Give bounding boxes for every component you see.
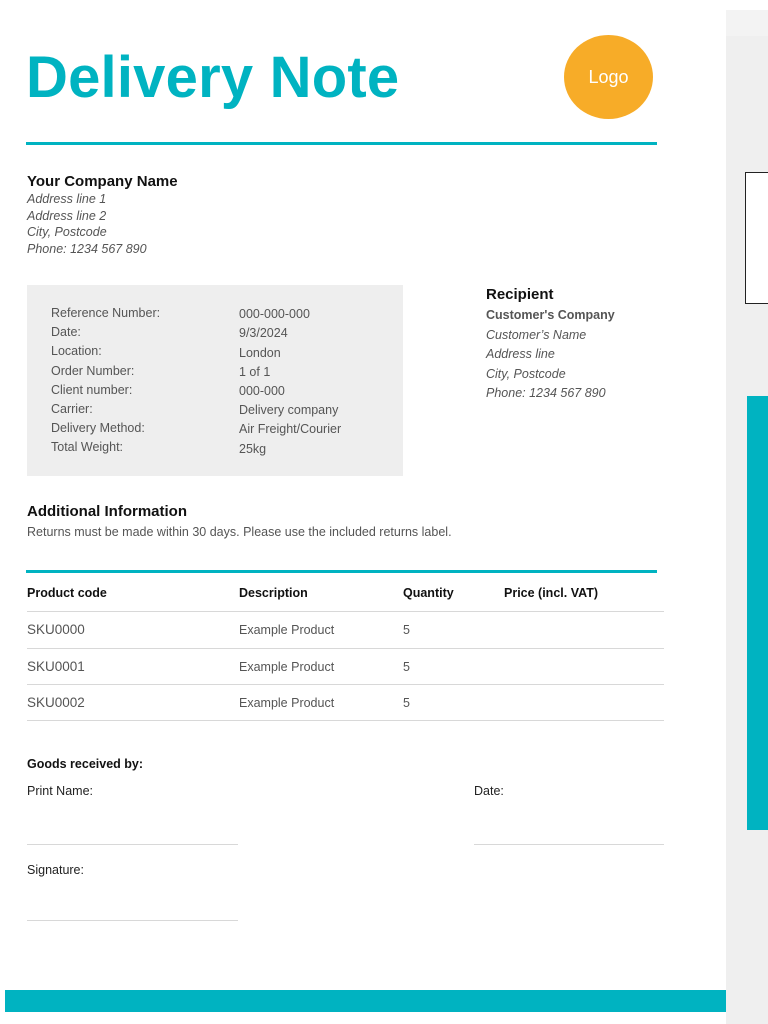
description-cell: Example Product <box>239 623 335 637</box>
product-code-cell: SKU0000 <box>27 622 85 637</box>
table-row <box>27 648 664 685</box>
sender-company-name: Your Company Name <box>27 173 178 190</box>
delivery-details-box <box>27 285 403 476</box>
recipient-block <box>486 286 615 404</box>
detail-label: Client number: <box>51 383 133 397</box>
sender-address-line-2: Address line 2 <box>27 208 107 223</box>
detail-value: London <box>239 346 281 360</box>
goods-received-heading: Goods received by: <box>27 757 144 771</box>
detail-value: 1 of 1 <box>239 365 271 379</box>
date-line[interactable] <box>474 844 664 845</box>
detail-label: Carrier: <box>51 402 93 416</box>
quantity-cell: 5 <box>403 660 410 674</box>
product-code-cell: SKU0002 <box>27 695 85 710</box>
date-label: Date: <box>474 784 504 798</box>
column-header-product-code: Product code <box>27 586 107 600</box>
detail-label: Delivery Method: <box>51 421 145 435</box>
header-divider <box>26 142 657 145</box>
detail-value: 9/3/2024 <box>239 326 288 340</box>
sender-phone: Phone: 1234 567 890 <box>27 242 147 257</box>
detail-value: 000-000-000 <box>239 307 310 321</box>
detail-label: Reference Number: <box>51 306 161 320</box>
additional-info-block <box>27 503 452 539</box>
description-cell: Example Product <box>239 696 335 710</box>
print-name-label: Print Name: <box>27 784 93 798</box>
detail-label: Date: <box>51 325 81 339</box>
recipient-name: Customer’s Name <box>486 327 587 342</box>
detail-label: Location: <box>51 344 102 358</box>
column-header-price: Price (incl. VAT) <box>504 586 599 600</box>
recipient-phone: Phone: 1234 567 890 <box>486 386 606 400</box>
additional-info-text: Returns must be made within 30 days. Please use the included returns label. <box>27 525 452 539</box>
additional-info-heading: Additional Information <box>27 503 187 520</box>
detail-value: 000-000 <box>239 384 285 398</box>
detail-label: Total Weight: <box>51 440 124 454</box>
side-panel-accent-bar <box>747 396 768 830</box>
table-row <box>27 611 664 648</box>
footer-accent-bar <box>5 990 726 1012</box>
side-panel-top <box>726 10 768 36</box>
sender-block <box>27 173 178 258</box>
quantity-cell: 5 <box>403 623 410 637</box>
detail-value: Delivery company <box>239 403 339 417</box>
signature-label: Signature: <box>27 863 84 877</box>
table-divider <box>26 570 657 573</box>
table-bottom-rule <box>27 720 664 721</box>
column-header-quantity: Quantity <box>403 586 454 600</box>
sender-city-postcode: City, Postcode <box>27 225 107 240</box>
document-title: Delivery Note <box>26 45 400 110</box>
detail-label: Order Number: <box>51 364 135 378</box>
signature-line[interactable] <box>27 920 238 921</box>
logo-text: Logo <box>588 66 629 87</box>
recipient-company: Customer's Company <box>486 308 615 322</box>
detail-value: Air Freight/Courier <box>239 422 342 436</box>
recipient-heading: Recipient <box>486 286 554 303</box>
detail-value: 25kg <box>239 442 267 456</box>
recipient-address: Address line <box>486 347 555 361</box>
product-code-cell: SKU0001 <box>27 659 85 674</box>
sender-address-line-1: Address line 1 <box>27 192 107 206</box>
print-name-line[interactable] <box>27 844 238 845</box>
table-row <box>27 684 664 721</box>
column-header-description: Description <box>239 586 308 600</box>
description-cell: Example Product <box>239 660 335 674</box>
logo <box>564 35 653 119</box>
side-panel-frame <box>745 172 768 304</box>
quantity-cell: 5 <box>403 696 410 710</box>
recipient-city-postcode: City, Postcode <box>486 366 566 381</box>
side-panel <box>726 10 768 1024</box>
